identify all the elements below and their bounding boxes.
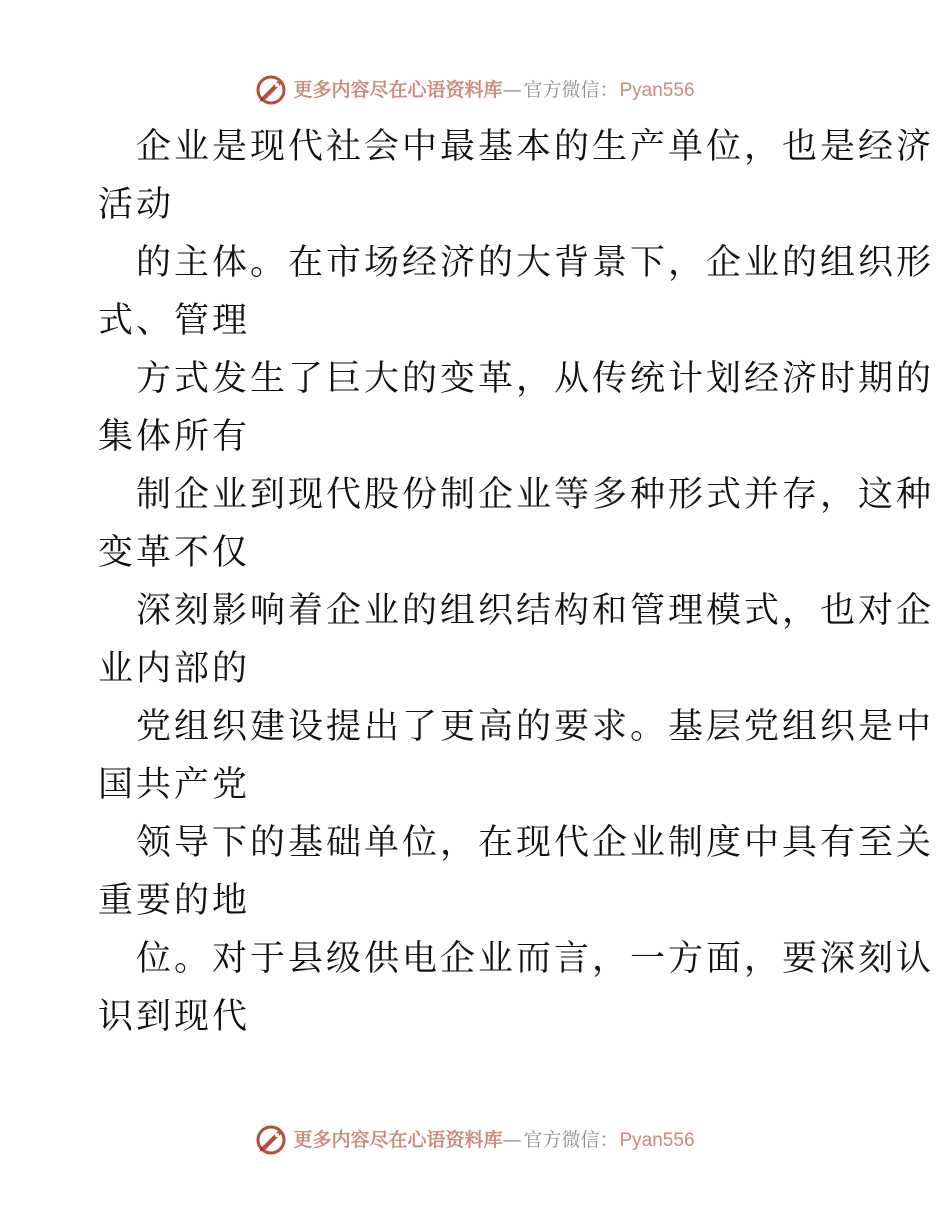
header-site-name: 更多内容尽在心语资料库 bbox=[293, 78, 503, 101]
paragraph-line: 活动 bbox=[98, 185, 175, 225]
header-wechat-id: Pyan556 bbox=[619, 79, 695, 101]
paragraph-line: 的主体。在市场经济的大背景下，企业的组织形 bbox=[136, 243, 935, 283]
pen-logo-icon bbox=[255, 1124, 287, 1156]
paragraph-line: 识到现代 bbox=[98, 997, 251, 1037]
paragraph-line: 制企业到现代股份制企业等多种形式并存，这种 bbox=[136, 475, 935, 515]
document-body bbox=[98, 118, 935, 1046]
paragraph-line: 深刻影响着企业的组织结构和管理模式，也对企 bbox=[136, 591, 935, 631]
header-banner bbox=[0, 70, 950, 110]
footer-wechat-id: Pyan556 bbox=[619, 1129, 695, 1151]
paragraph-line: 业内部的 bbox=[98, 649, 251, 689]
header-separator: — bbox=[502, 78, 522, 101]
paragraph-line: 方式发生了巨大的变革，从传统计划经济时期的 bbox=[136, 359, 935, 399]
footer-site-name: 更多内容尽在心语资料库 bbox=[293, 1128, 503, 1151]
paragraph-line: 企业是现代社会中最基本的生产单位，也是经济 bbox=[136, 127, 935, 167]
footer-separator: — bbox=[502, 1128, 522, 1151]
paragraph-line: 党组织建设提出了更高的要求。基层党组织是中 bbox=[136, 707, 935, 747]
paragraph-line: 重要的地 bbox=[98, 881, 251, 921]
pen-logo-icon bbox=[255, 74, 287, 106]
paragraph-line: 国共产党 bbox=[98, 765, 251, 805]
footer-banner bbox=[0, 1120, 950, 1160]
paragraph-line: 位。对于县级供电企业而言，一方面，要深刻认 bbox=[136, 939, 935, 979]
header-banner-text bbox=[293, 78, 695, 101]
header-wechat-label: 官方微信： bbox=[523, 78, 619, 101]
footer-banner-text bbox=[293, 1128, 695, 1151]
footer-wechat-label: 官方微信： bbox=[523, 1128, 619, 1151]
paragraph-line: 式、管理 bbox=[98, 301, 251, 341]
paragraph-line: 集体所有 bbox=[98, 417, 251, 457]
paragraph-line: 变革不仅 bbox=[98, 533, 251, 573]
paragraph-line: 领导下的基础单位，在现代企业制度中具有至关 bbox=[136, 823, 935, 863]
